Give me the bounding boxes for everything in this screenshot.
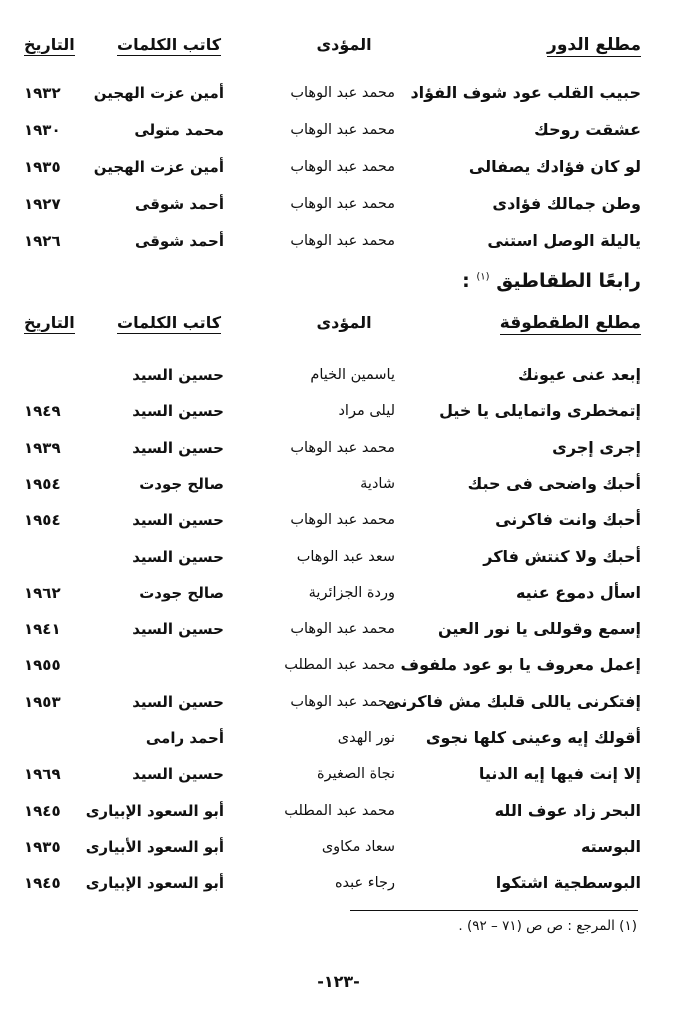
- lyricist-name: حسين السيد: [132, 692, 224, 711]
- song-title: اسأل دموع عنيه: [515, 582, 641, 602]
- header-singer: المؤدى: [316, 35, 372, 54]
- table-row: [0, 467, 677, 501]
- song-title: إلا إنت فيها إيه الدنيا: [478, 764, 641, 784]
- lyricist-name: أبو السعود الأبيارى: [85, 837, 224, 856]
- table-row: [0, 721, 677, 755]
- header-writer: كاتب الكلمات: [117, 313, 221, 332]
- singer-name: محمد عبد الوهاب: [290, 512, 395, 529]
- singer-name: محمد عبد الوهاب: [290, 621, 395, 638]
- year: ١٩٣٢: [24, 84, 61, 102]
- lyricist-name: صالح جودت: [139, 474, 224, 493]
- year: ١٩٢٦: [24, 232, 61, 250]
- table-row: [0, 431, 677, 465]
- song-title: عشقت روحك: [534, 120, 641, 139]
- table-row: [0, 540, 677, 574]
- year: ١٩٥٣: [24, 692, 61, 711]
- song-title: البوسته: [580, 836, 641, 856]
- table-row: [0, 187, 677, 221]
- song-title: إبعد عنى عيونك: [518, 365, 641, 384]
- lyricist-name: محمد متولى: [134, 121, 224, 139]
- song-title: أحبك ولا كنتش فاكر: [483, 546, 641, 566]
- song-title: إجرى إجرى: [552, 437, 641, 457]
- year: ١٩٥٤: [24, 511, 61, 530]
- lyricist-name: أحمد رامى: [145, 729, 224, 747]
- table-row: [0, 866, 677, 900]
- lyricist-name: حسين السيد: [132, 765, 224, 784]
- song-title: أقولك إيه وعينى كلها نجوى: [425, 728, 641, 747]
- year: ١٩٦٩: [24, 765, 61, 784]
- year: ١٩٣٩: [24, 438, 61, 457]
- lyricist-name: حسين السيد: [132, 547, 224, 566]
- header-year: التاريخ: [24, 35, 75, 54]
- singer-name: محمد عبد الوهاب: [290, 439, 395, 456]
- table-row: [0, 685, 677, 719]
- table-header: [0, 28, 677, 62]
- table-row: [0, 503, 677, 537]
- footnote-marker: (١): [476, 271, 490, 283]
- singer-name: شادية: [360, 475, 395, 492]
- table-row: [0, 576, 677, 610]
- lyricist-name: حسين السيد: [132, 620, 224, 639]
- table-row: [0, 150, 677, 184]
- singer-name: محمد عبد الوهاب: [290, 122, 395, 138]
- lyricist-name: أمين عزت الهجين: [93, 84, 224, 102]
- header-title: مطلع الدور: [547, 35, 641, 55]
- year: ١٩٤٥: [24, 874, 61, 893]
- singer-name: رجاء عبده: [334, 875, 395, 892]
- song-title: إتمخطرى واتمايلى يا خيل: [439, 401, 641, 421]
- header-year: التاريخ: [24, 313, 75, 332]
- year: ١٩٤٩: [24, 402, 61, 421]
- singer-name: محمد عبد الوهاب: [290, 196, 395, 212]
- singer-name: وردة الجزائرية: [308, 584, 395, 601]
- lyricist-name: حسين السيد: [132, 366, 224, 384]
- footnote: (١) المرجع : ص ص (٧١ – ٩٢) .: [458, 918, 637, 934]
- table-row: [0, 648, 677, 682]
- song-title: إفتكرنى ياللى قلبك مش فاكرنى: [385, 691, 641, 711]
- header-title: مطلع الطقطوقة: [499, 313, 641, 333]
- table-row: [0, 757, 677, 791]
- header-singer: المؤدى: [316, 313, 372, 332]
- table-row: [0, 394, 677, 428]
- section-heading: رابعًا الطقاطيق $^{(١)}$ :: [462, 270, 641, 292]
- lyricist-name: حسين السيد: [132, 402, 224, 421]
- lyricist-name: حسين السيد: [132, 438, 224, 457]
- table-row: [0, 224, 677, 258]
- song-title: أحبك وانت فاكرنى: [495, 510, 641, 530]
- song-title: ياليلة الوصل استنى: [487, 231, 641, 250]
- singer-name: محمد عبد الوهاب: [290, 85, 395, 101]
- year: ١٩٣٥: [24, 158, 61, 176]
- singer-name: نور الهدى: [337, 730, 395, 746]
- year: ١٩٢٧: [24, 195, 61, 213]
- song-title: إسمع وقوللى يا نور العين: [437, 619, 641, 639]
- year: ١٩٣٠: [24, 121, 61, 139]
- footnote-divider: [350, 910, 638, 911]
- table-header: [0, 306, 677, 340]
- table-row: [0, 612, 677, 646]
- singer-name: نجاة الصغيرة: [316, 766, 395, 783]
- singer-name: محمد عبد الوهاب: [290, 233, 395, 249]
- song-title: حبيب القلب عود شوف الفؤاد: [410, 83, 641, 102]
- singer-name: محمد عبد المطلب: [284, 657, 395, 674]
- singer-name: سعاد مكاوى: [321, 838, 395, 855]
- song-title: البحر زاد عوف الله: [494, 800, 641, 820]
- page-number: -١٢٣-: [317, 972, 360, 991]
- year: ١٩٤٥: [24, 801, 61, 820]
- song-title: وطن جمالك فؤادى: [492, 194, 641, 213]
- table-row: [0, 794, 677, 828]
- singer-name: محمد عبد الوهاب: [290, 159, 395, 175]
- lyricist-name: أبو السعود الإبيارى: [85, 801, 224, 820]
- year: ١٩٦٢: [24, 583, 61, 602]
- song-title: البوسطجية اشتكوا: [495, 873, 641, 893]
- singer-name: محمد عبد الوهاب: [290, 693, 395, 710]
- singer-name: ياسمين الخيام: [310, 367, 395, 383]
- table-row: [0, 358, 677, 392]
- song-title: إعمل معروف يا بو عود ملفوف: [400, 655, 641, 675]
- singer-name: ليلى مراد: [338, 403, 395, 420]
- song-title: لو كان فؤادك يصفالى: [468, 157, 641, 176]
- singer-name: محمد عبد المطلب: [284, 802, 395, 819]
- singer-name: سعد عبد الوهاب: [296, 548, 395, 565]
- year: ١٩٥٤: [24, 474, 61, 493]
- lyricist-name: أحمد شوقى: [134, 232, 224, 250]
- year: ١٩٣٥: [24, 837, 61, 856]
- table-row: [0, 830, 677, 864]
- table-row: [0, 76, 677, 110]
- song-title: أحبك واضحى فى حبك: [467, 473, 641, 493]
- header-writer: كاتب الكلمات: [117, 35, 221, 54]
- year: ١٩٤١: [24, 620, 61, 639]
- lyricist-name: حسين السيد: [132, 511, 224, 530]
- year: ١٩٥٥: [24, 656, 61, 675]
- lyricist-name: أحمد شوقى: [134, 195, 224, 213]
- table-row: [0, 113, 677, 147]
- lyricist-name: أبو السعود الإبيارى: [85, 874, 224, 893]
- lyricist-name: أمين عزت الهجين: [93, 158, 224, 176]
- lyricist-name: صالح جودت: [139, 583, 224, 602]
